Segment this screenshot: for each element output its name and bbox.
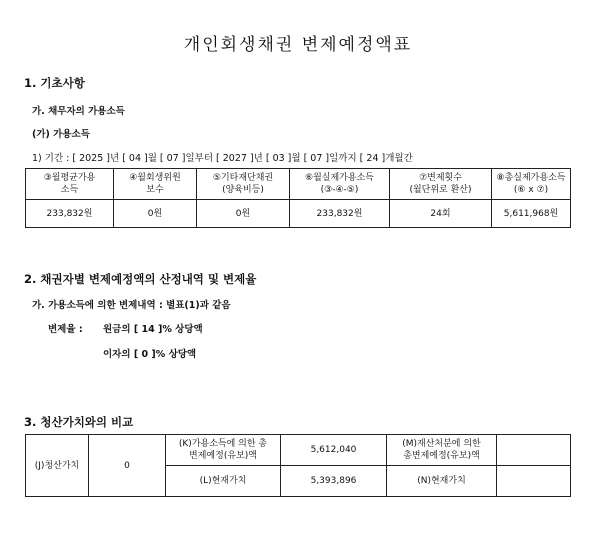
section1-sub-a: 가. 채무자의 가용소득 (32, 106, 125, 117)
income-table-value-row (26, 200, 571, 228)
header-monthly-avg-income: ③월평균가용 소득 (26, 169, 114, 200)
liquidation-value: 0 (89, 435, 166, 497)
page-title: 개인회생채권 변제예정액표 (183, 35, 413, 55)
value-actual-monthly-income: 233,832원 (290, 200, 390, 228)
m-value (497, 435, 571, 466)
n-label: (N)현재가치 (387, 466, 497, 497)
k-value: 5,612,040 (281, 435, 387, 466)
value-total-actual-income: 5,611,968원 (492, 200, 571, 228)
n-value (497, 466, 571, 497)
section3-heading: 3. 청산가치와의 비교 (24, 415, 134, 429)
principal-rate: 원금의 [ 14 ]% 상당액 (103, 324, 203, 335)
liquidation-table (25, 434, 571, 497)
header-trustee-fee: ④월회생위원 보수 (114, 169, 197, 200)
header-total-actual-income: ⑧총실제가용소득 (⑥ x ⑦) (492, 169, 571, 200)
income-table (25, 168, 571, 228)
header-other-claims: ⑤기타재단채권 (양육비등) (197, 169, 290, 200)
period-line: 1) 기간 : [ 2025 ]년 [ 04 ]월 [ 07 ]일부터 [ 2027 ]년 [ 03 ]월 [ 07 ]일까지 [ 24 ]개월간 (32, 153, 413, 164)
value-trustee-fee: 0원 (114, 200, 197, 228)
income-table-header-row (26, 169, 571, 200)
header-actual-monthly-income: ⑥월실제가용소득 (③-④-⑤) (290, 169, 390, 200)
l-value: 5,393,896 (281, 466, 387, 497)
header-repayment-count: ⑦변제횟수 (월단위로 환산) (390, 169, 492, 200)
liquidation-label: (J)청산가치 (26, 435, 89, 497)
l-label: (L)현재가치 (166, 466, 281, 497)
value-repayment-count: 24회 (390, 200, 492, 228)
repayment-rate-label: 변제율 : (48, 324, 83, 335)
section2-heading: 2. 채권자별 변제예정액의 산정내역 및 변제율 (24, 272, 257, 286)
section2-sub-a: 가. 가용소득에 의한 변제내역 : 별표(1)과 같음 (32, 300, 231, 311)
interest-rate: 이자의 [ 0 ]% 상당액 (103, 349, 197, 360)
section1-heading: 1. 기초사항 (24, 76, 85, 90)
value-other-claims: 0원 (197, 200, 290, 228)
m-label: (M)재산처분에 의한 총변제예정(유보)액 (387, 435, 497, 466)
section1-sub-ga: (가) 가용소득 (32, 129, 90, 140)
value-monthly-avg-income: 233,832원 (26, 200, 114, 228)
k-label: (K)가용소득에 의한 총 변제예정(유보)액 (166, 435, 281, 466)
